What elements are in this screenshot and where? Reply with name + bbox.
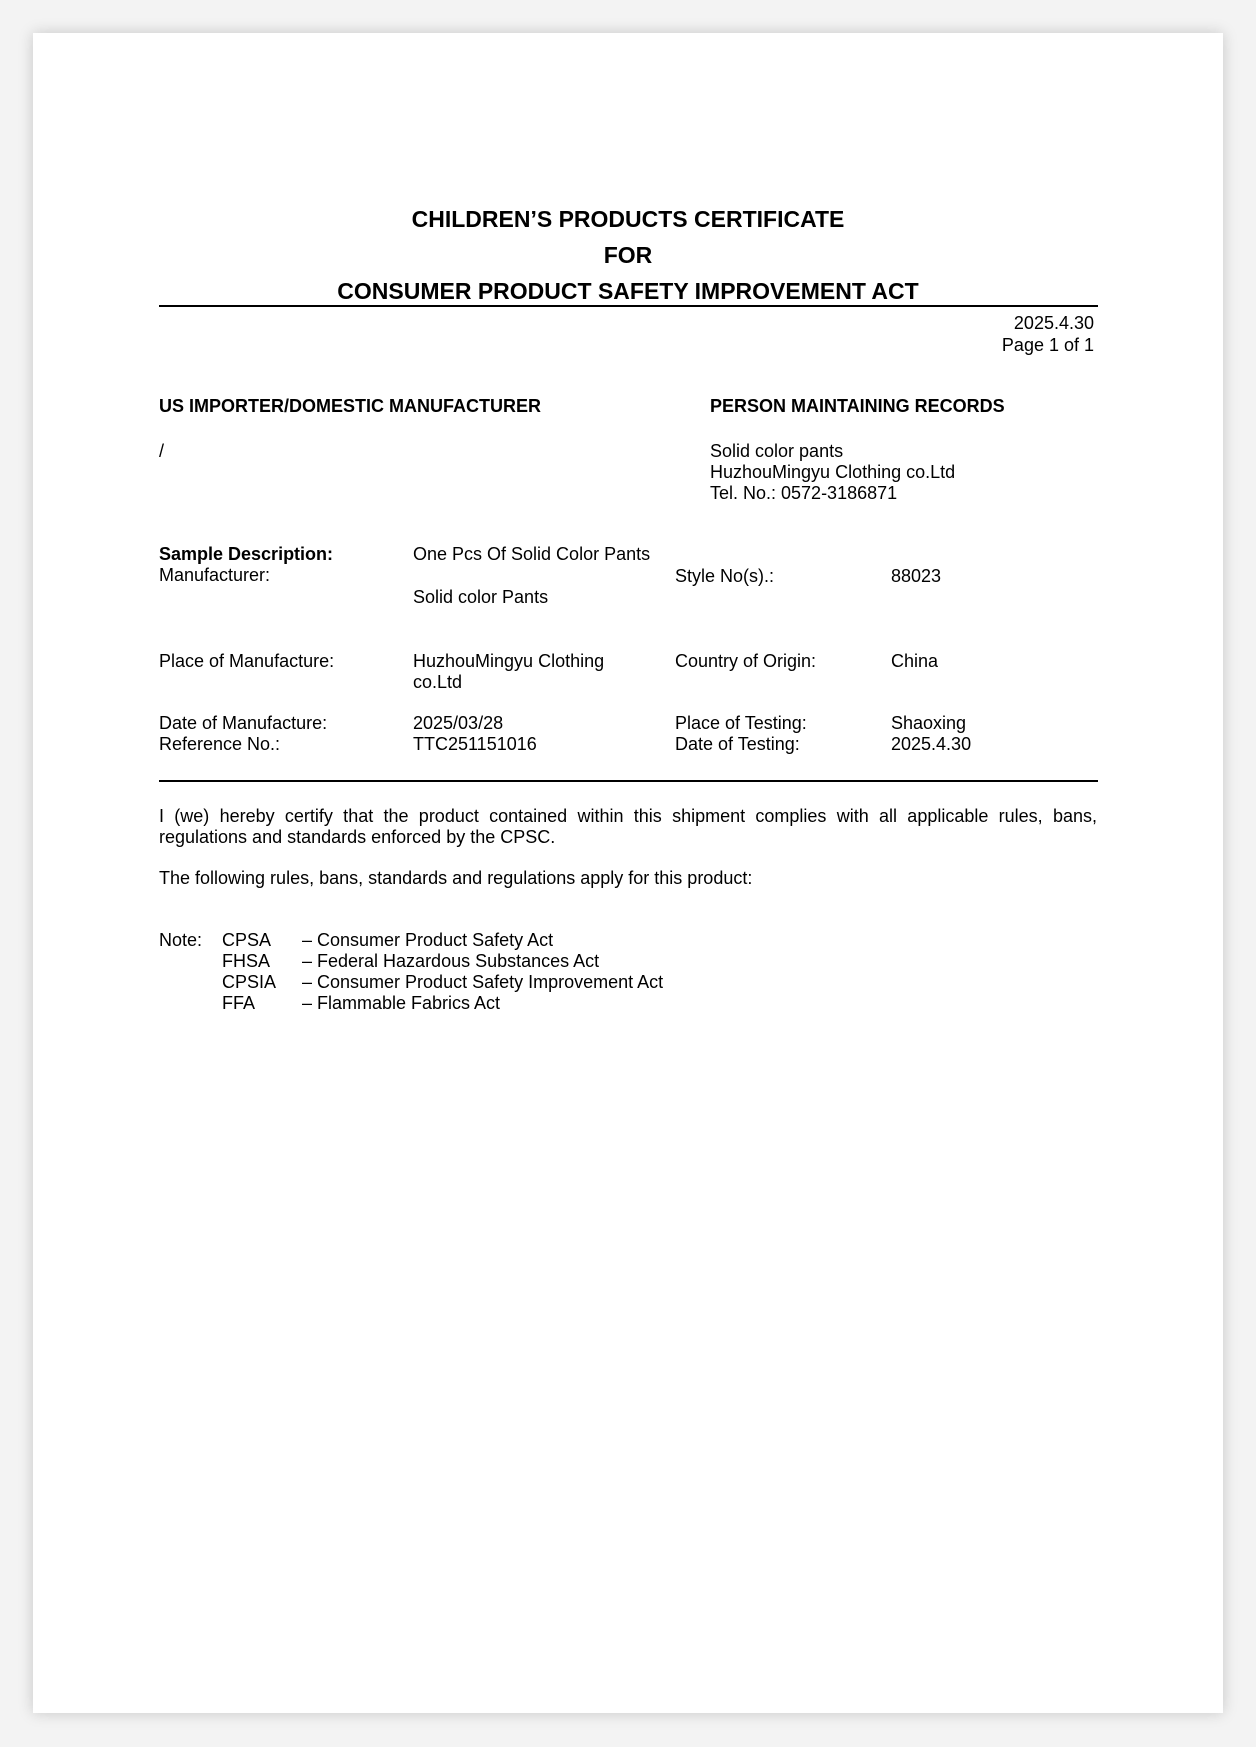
date-of-manufacture-value: 2025/03/28	[413, 713, 504, 733]
note-desc-ffa: – Flammable Fabrics Act	[302, 993, 501, 1013]
records-line-1: Solid color pants	[710, 441, 844, 461]
note-abbr-cpsa: CPSA	[222, 930, 272, 950]
importer-heading: US IMPORTER/DOMESTIC MANUFACTURER	[159, 396, 541, 416]
reference-no-label: Reference No.:	[159, 734, 281, 754]
place-of-manufacture-value-line-2: co.Ltd	[413, 672, 463, 692]
place-of-testing-value: Shaoxing	[891, 713, 967, 733]
title-underline	[159, 305, 1098, 307]
date-of-manufacture-label: Date of Manufacture:	[159, 713, 328, 733]
note-abbr-fhsa: FHSA	[222, 951, 271, 971]
note-desc-cpsa: – Consumer Product Safety Act	[302, 930, 554, 950]
place-of-manufacture-value-line-1: HuzhouMingyu Clothing	[413, 651, 605, 671]
certificate-title-line-1: CHILDREN’S PRODUCTS CERTIFICATE	[411, 206, 845, 232]
note-desc-cpsia: – Consumer Product Safety Improvement Act	[302, 972, 664, 992]
certificate-title-line-2: FOR	[603, 242, 653, 268]
note-abbr-cpsia: CPSIA	[222, 972, 277, 992]
records-heading: PERSON MAINTAINING RECORDS	[710, 396, 1005, 416]
section-divider	[159, 780, 1098, 782]
date-of-testing-value: 2025.4.30	[891, 734, 972, 754]
manufacturer-value: Solid color Pants	[413, 587, 549, 607]
certificate-title-line-3: CONSUMER PRODUCT SAFETY IMPROVEMENT ACT	[337, 278, 919, 304]
style-value: 88023	[891, 566, 942, 586]
rules-intro: The following rules, bans, standards and regulations apply for this product:	[159, 868, 753, 888]
importer-value: /	[159, 441, 165, 461]
date-of-testing-label: Date of Testing:	[675, 734, 800, 754]
place-of-manufacture-label: Place of Manufacture:	[159, 651, 335, 671]
sample-description-value: One Pcs Of Solid Color Pants	[413, 544, 651, 564]
reference-no-value: TTC251151016	[413, 734, 537, 754]
note-label: Note:	[159, 930, 203, 950]
page-number: Page 1 of 1	[1001, 335, 1094, 355]
country-of-origin-value: China	[891, 651, 939, 671]
records-line-2: HuzhouMingyu Clothing co.Ltd	[710, 462, 956, 482]
sample-description-label: Sample Description:	[159, 544, 334, 564]
manufacturer-label: Manufacturer:	[159, 565, 271, 585]
certification-statement: I (we) hereby certify that the product contained within this shipment complies with all applicable rules, bans, regulations and standards enforced by the CPSC.	[159, 806, 1097, 847]
style-label: Style No(s).:	[675, 566, 775, 586]
document-date: 2025.4.30	[1013, 313, 1094, 333]
note-abbr-ffa: FFA	[222, 993, 256, 1013]
note-desc-fhsa: – Federal Hazardous Substances Act	[302, 951, 600, 971]
place-of-testing-label: Place of Testing:	[675, 713, 807, 733]
records-line-3: Tel. No.: 0572-3186871	[710, 483, 898, 503]
country-of-origin-label: Country of Origin:	[675, 651, 817, 671]
